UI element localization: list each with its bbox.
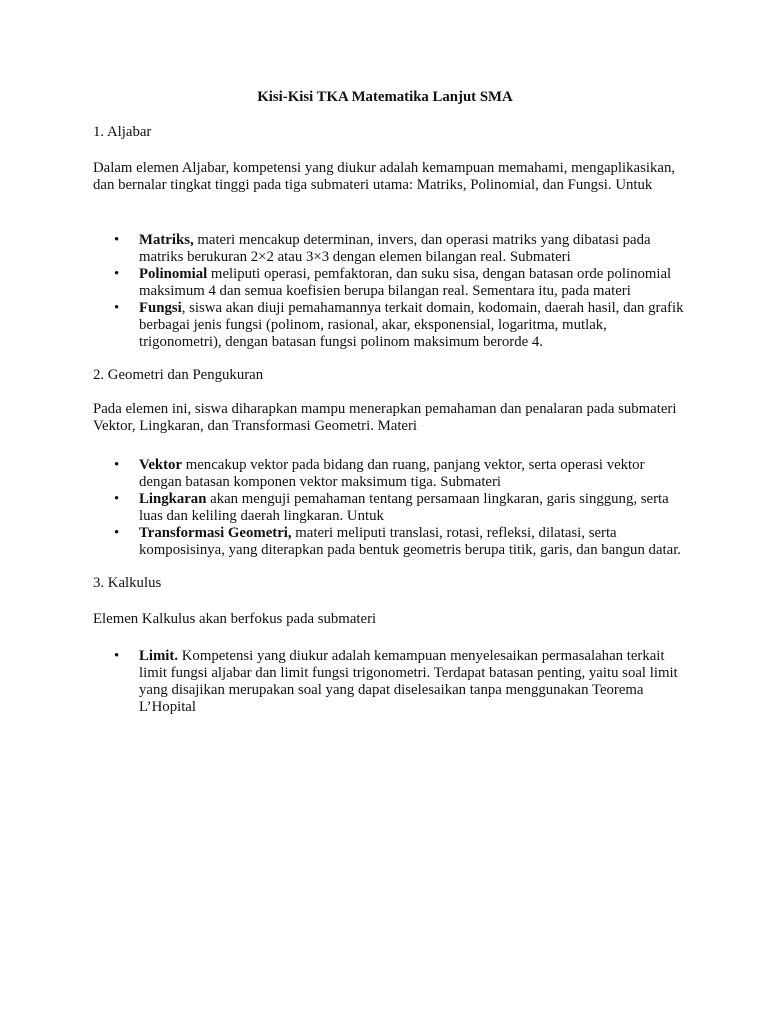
item-text-polinomial: meliputi operasi, pemfaktoran, dan suku sisa, dengan batasan orde polinomial maksimum 4 dan semua koefisien berupa bilangan real. Sementara itu, pada materi <box>139 266 672 299</box>
list-item-matriks <box>93 232 685 266</box>
section-intro-aljabar: Dalam elemen Aljabar, kompetensi yang diukur adalah kemampuan memahami, mengaplikasikan, dan bernalar tingkat tinggi pada tiga submateri utama: Matriks, Polinomial, dan Fungsi. Untuk <box>93 160 676 193</box>
bullet-list-kalkulus <box>93 648 683 716</box>
item-text-fungsi: , siswa akan diuji pemahamannya terkait domain, kodomain, daerah hasil, dan grafik berbagai jenis fungsi (polinom, rasional, akar, eksponensial, logaritma, mutlak, trigonometri), dengan batasan fungsi polinom maksimum berorde 4. <box>139 300 684 350</box>
term-matriks: Matriks, <box>139 232 194 248</box>
bullet-icon: • <box>114 457 120 473</box>
bullet-icon: • <box>114 491 120 507</box>
term-lingkaran: Lingkaran <box>139 491 207 507</box>
term-fungsi: Fungsi <box>139 300 182 316</box>
item-text-lingkaran: akan menguji pemahaman tentang persamaan lingkaran, garis singgung, serta luas dan keliling daerah lingkaran. Untuk <box>139 491 669 524</box>
list-item-polinomial <box>93 266 685 300</box>
section-intro-geometri: Pada elemen ini, siswa diharapkan mampu menerapkan pemahaman dan penalaran pada submateri Vektor, Lingkaran, dan Transformasi Geometri. Materi <box>93 401 677 434</box>
document-page <box>93 0 683 1024</box>
item-text-transformasi-geometri: materi meliputi translasi, rotasi, refleksi, dilatasi, serta komposisinya, yang diterapkan pada bentuk geometris berupa titik, garis, dan bangun datar. <box>139 525 682 558</box>
list-item-limit <box>93 648 685 716</box>
bullet-icon: • <box>114 525 120 541</box>
section-heading-kalkulus: 3. Kalkulus <box>93 575 162 591</box>
term-transformasi-geometri: Transformasi Geometri, <box>139 525 292 541</box>
item-text-vektor: mencakup vektor pada bidang dan ruang, panjang vektor, serta operasi vektor dengan batasan komponen vektor maksimum tiga. Submateri <box>139 457 645 490</box>
bullet-icon: • <box>114 300 120 316</box>
list-item-fungsi <box>93 300 685 351</box>
document-title: Kisi-Kisi TKA Matematika Lanjut SMA <box>257 89 513 105</box>
bullet-icon: • <box>114 232 120 248</box>
item-text-limit: Kompetensi yang diukur adalah kemampuan menyelesaikan permasalahan terkait limit fungsi aljabar dan limit fungsi trigonometri. Terdapat batasan penting, yaitu soal limit yang disajikan merupakan soal yang dapat diselesaikan tanpa menggunakan Teorema L’Hopital <box>139 648 678 715</box>
item-text-matriks: materi mencakup determinan, invers, dan operasi matriks yang dibatasi pada matriks berukuran 2×2 atau 3×3 dengan elemen bilangan real. Submateri <box>139 232 651 265</box>
section-heading-geometri: 2. Geometri dan Pengukuran <box>93 367 264 383</box>
list-item-vektor <box>93 457 685 491</box>
term-vektor: Vektor <box>139 457 183 473</box>
bullet-icon: • <box>114 266 120 282</box>
bullet-list-aljabar <box>93 232 683 351</box>
list-item-transformasi-geometri <box>93 525 685 559</box>
bullet-list-geometri <box>93 457 683 559</box>
bullet-icon: • <box>114 648 120 664</box>
section-heading-aljabar: 1. Aljabar <box>93 124 152 140</box>
section-intro-kalkulus: Elemen Kalkulus akan berfokus pada submateri <box>93 611 377 627</box>
term-polinomial: Polinomial <box>139 266 208 282</box>
list-item-lingkaran <box>93 491 685 525</box>
term-limit: Limit. <box>139 648 179 664</box>
